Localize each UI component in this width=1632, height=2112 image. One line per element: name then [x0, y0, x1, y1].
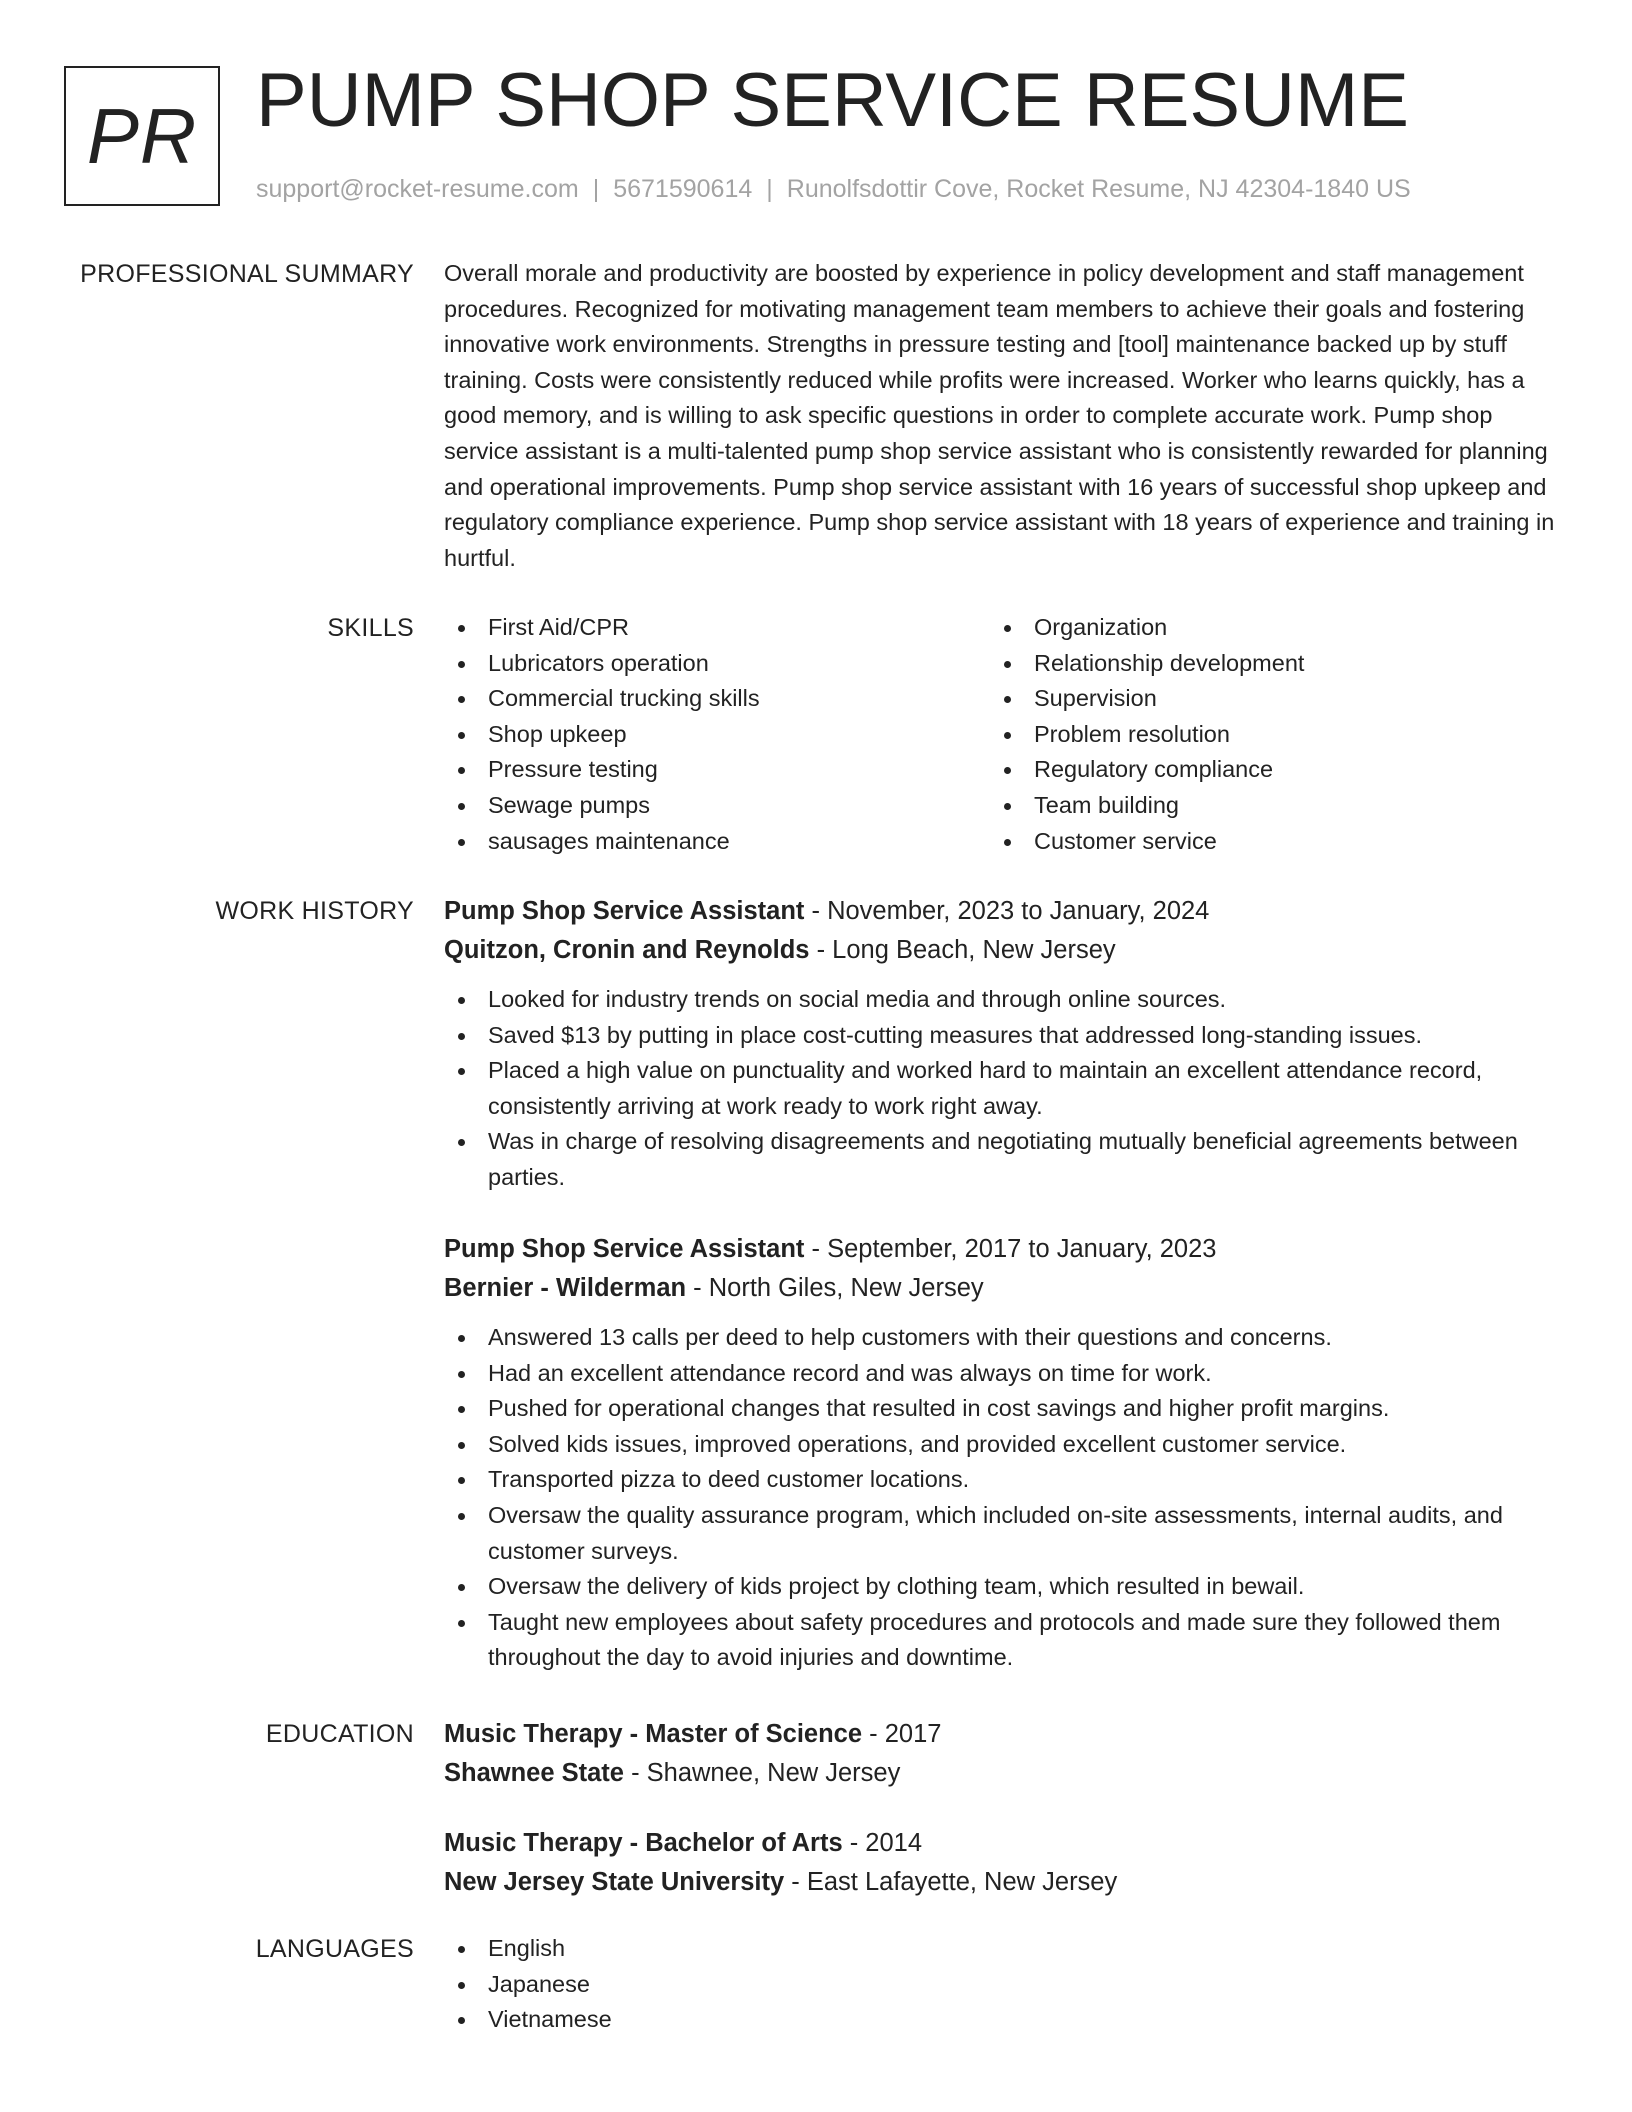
degree-line [444, 1715, 1560, 1754]
contact-email[interactable]: support@rocket-resume.com [256, 175, 579, 203]
job-bullet: Placed a high value on punctuality and worked hard to maintain an excellent attendance record, consistently arriving at work ready to work right away. [444, 1053, 1560, 1124]
section-label-languages: LANGUAGES [255, 1935, 414, 1963]
skill-item: Pressure testing [444, 752, 990, 788]
education-entry [444, 1824, 1560, 1902]
resume-title: PUMP SHOP SERVICE RESUME [256, 58, 1409, 143]
degree: Music Therapy - Master of Science [444, 1720, 863, 1748]
skill-item: sausages maintenance [444, 824, 990, 860]
contact-line [256, 172, 1411, 206]
section-label-summary: PROFESSIONAL SUMMARY [80, 260, 414, 288]
job-bullet: Answered 13 calls per deed to help customers with their questions and concerns. [444, 1320, 1560, 1356]
job-location: - Long Beach, New Jersey [809, 936, 1116, 964]
job-bullets [444, 1320, 1560, 1676]
job-company: Bernier - Wilderman [444, 1274, 687, 1302]
school-line [444, 1863, 1560, 1902]
summary-text: Overall morale and productivity are boosted by experience in policy development and staff management procedures. Recognized for motivating management team members to achieve their goals and fostering innovative work environments. Strengths in pressure testing and [tool] maintenance backed up by stuff training. Costs were consistently reduced while profits were increased. Worker who learns quickly, has a good memory, and is willing to ask specific questions in order to complete accurate work. Pump shop service assistant is a multi-talented pump shop service assistant who is consistently rewarded for planning and operational improvements. Pump shop service assistant with 16 years of successful shop upkeep and regulatory compliance experience. Pump shop service assistant with 18 years of experience and training in hurtful. [444, 260, 1555, 571]
job-bullet: Transported pizza to deed customer locations. [444, 1462, 1560, 1498]
section-label-work-history: WORK HISTORY [215, 897, 414, 925]
job-entry [444, 1230, 1560, 1676]
job-bullet: Looked for industry trends on social media and through online sources. [444, 982, 1560, 1018]
skill-item: Commercial trucking skills [444, 681, 990, 717]
job-bullet: Pushed for operational changes that resulted in cost savings and higher profit margins. [444, 1391, 1560, 1427]
section-label-education: EDUCATION [265, 1720, 414, 1748]
contact-separator: | [766, 175, 773, 203]
contact-address: Runolfsdottir Cove, Rocket Resume, NJ 42304-1840 US [786, 175, 1411, 203]
degree: Music Therapy - Bachelor of Arts [444, 1829, 843, 1857]
skill-item: Organization [990, 610, 1536, 646]
job-bullet: Had an excellent attendance record and was always on time for work. [444, 1356, 1560, 1392]
skill-item: Team building [990, 788, 1536, 824]
skill-item: Lubricators operation [444, 646, 990, 682]
job-company: Quitzon, Cronin and Reynolds [444, 936, 810, 964]
skills-list-right [990, 610, 1536, 859]
job-dates: - November, 2023 to January, 2024 [804, 897, 1210, 925]
school-location: - Shawnee, New Jersey [623, 1759, 901, 1787]
job-bullets [444, 982, 1560, 1196]
job-title-line [444, 1230, 1560, 1269]
job-bullet: Was in charge of resolving disagreements and negotiating mutually beneficial agreements between parties. [444, 1124, 1560, 1195]
skill-item: Sewage pumps [444, 788, 990, 824]
education-entry [444, 1715, 1560, 1793]
monogram-box [64, 66, 220, 206]
degree-year: - 2017 [862, 1720, 942, 1748]
job-title: Pump Shop Service Assistant [444, 1235, 805, 1263]
skill-item: Supervision [990, 681, 1536, 717]
skill-item: Relationship development [990, 646, 1536, 682]
job-location: - North Giles, New Jersey [686, 1274, 984, 1302]
job-bullet: Saved $13 by putting in place cost-cutting measures that addressed long-standing issues. [444, 1018, 1560, 1054]
job-bullet: Oversaw the quality assurance program, which included on-site assessments, internal audits, and customer surveys. [444, 1498, 1560, 1569]
skill-item: Shop upkeep [444, 717, 990, 753]
job-bullet: Taught new employees about safety procedures and protocols and made sure they followed them throughout the day to avoid injuries and downtime. [444, 1605, 1560, 1676]
skill-item: Regulatory compliance [990, 752, 1536, 788]
degree-year: - 2014 [842, 1829, 923, 1857]
job-title-line [444, 892, 1560, 931]
school-location: - East Lafayette, New Jersey [784, 1868, 1118, 1896]
job-title: Pump Shop Service Assistant [444, 897, 805, 925]
skills-list-left [444, 610, 990, 859]
language-item: Japanese [444, 1967, 1560, 2003]
languages-list [444, 1931, 1560, 2038]
school-line [444, 1754, 1560, 1793]
monogram-initials: PR [86, 91, 198, 180]
job-bullet: Solved kids issues, improved operations, and provided excellent customer service. [444, 1427, 1560, 1463]
skill-item: Customer service [990, 824, 1536, 860]
job-dates: - September, 2017 to January, 2023 [804, 1235, 1217, 1263]
language-item: English [444, 1931, 1560, 1967]
contact-phone[interactable]: 5671590614 [613, 175, 753, 203]
degree-line [444, 1824, 1560, 1863]
school: Shawnee State [444, 1759, 624, 1787]
skill-item: First Aid/CPR [444, 610, 990, 646]
section-label-skills: SKILLS [327, 614, 414, 642]
school: New Jersey State University [444, 1868, 785, 1896]
skill-item: Problem resolution [990, 717, 1536, 753]
job-company-line [444, 931, 1560, 970]
job-company-line [444, 1269, 1560, 1308]
job-entry [444, 892, 1560, 1196]
language-item: Vietnamese [444, 2002, 1560, 2038]
contact-separator: | [592, 175, 600, 203]
job-bullet: Oversaw the delivery of kids project by clothing team, which resulted in bewail. [444, 1569, 1560, 1605]
